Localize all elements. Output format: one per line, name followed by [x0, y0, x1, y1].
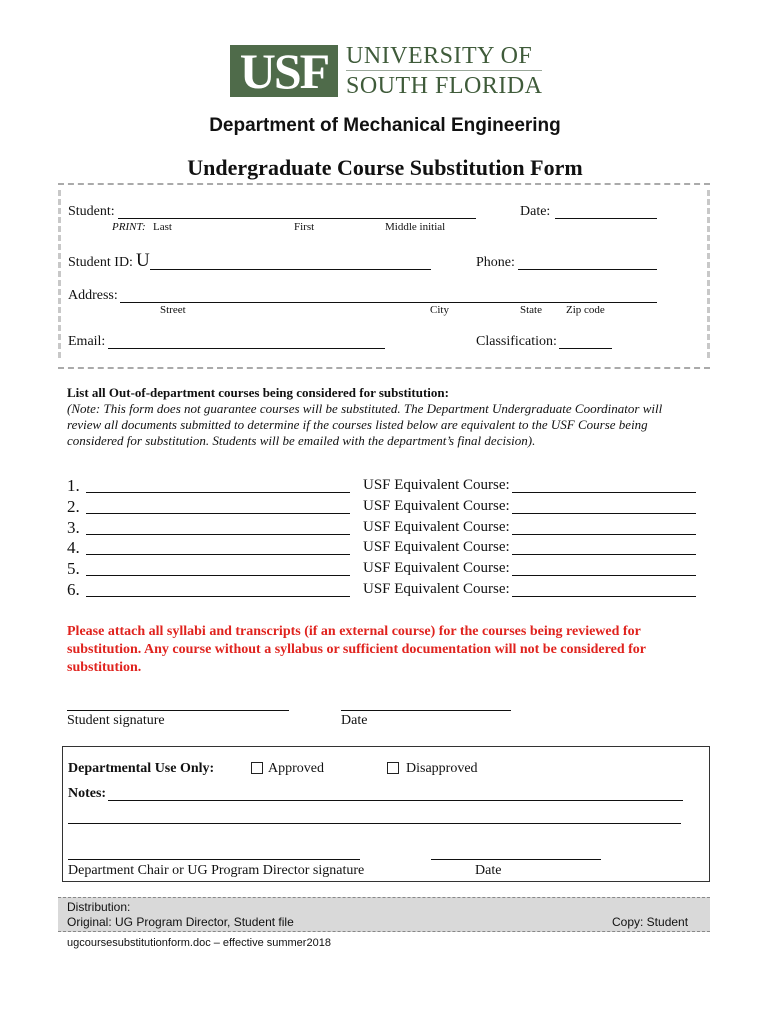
- logo-south-florida: SOUTH FLORIDA: [346, 73, 543, 99]
- classification-label: Classification:: [476, 334, 557, 349]
- equiv-label-1: USF Equivalent Course:: [363, 477, 510, 493]
- notes-field-line-1[interactable]: [108, 786, 683, 801]
- zip-code-label: Zip code: [566, 304, 605, 316]
- classification-field[interactable]: [559, 334, 612, 349]
- equiv-field-4[interactable]: [512, 540, 696, 555]
- student-signature-field[interactable]: [67, 696, 289, 711]
- notes-field-line-2[interactable]: [68, 809, 681, 824]
- course-field-4[interactable]: [86, 540, 350, 555]
- notes-label: Notes:: [68, 786, 107, 801]
- document-footer: ugcoursesubstitutionform.doc – effective summer2018: [67, 937, 331, 949]
- print-label: PRINT:: [112, 221, 146, 233]
- chair-signature-label: Department Chair or UG Program Director signature: [68, 863, 365, 878]
- distribution-copy: Copy: Student: [612, 915, 689, 929]
- last-label: Last: [153, 221, 172, 233]
- date-label: Date:: [520, 204, 551, 219]
- equiv-field-3[interactable]: [512, 520, 696, 535]
- equiv-field-2[interactable]: [512, 499, 696, 514]
- logo-university-of: UNIVERSITY OF: [346, 43, 533, 69]
- disapproved-checkbox[interactable]: [387, 761, 399, 779]
- address-field[interactable]: [120, 288, 657, 303]
- course-number-5: 5.: [67, 559, 80, 578]
- equiv-field-1[interactable]: [512, 478, 696, 493]
- chair-date-field[interactable]: [431, 845, 601, 860]
- box-left-border: [58, 190, 64, 358]
- instructions-heading: List all Out-of-department courses being considered for substitution:: [67, 385, 449, 400]
- logo-divider: [346, 70, 542, 71]
- disapproved-label: Disapproved: [406, 761, 478, 776]
- course-field-1[interactable]: [86, 478, 350, 493]
- first-label: First: [294, 221, 315, 233]
- email-label: Email:: [68, 334, 106, 349]
- course-field-5[interactable]: [86, 561, 350, 576]
- disapproved-checkbox-icon: [387, 762, 399, 774]
- equiv-label-5: USF Equivalent Course:: [363, 560, 510, 576]
- date-field[interactable]: [555, 204, 657, 219]
- approved-checkbox[interactable]: [251, 761, 263, 779]
- equiv-label-4: USF Equivalent Course:: [363, 539, 510, 555]
- street-label: Street: [160, 304, 186, 316]
- signature-date-label: Date: [341, 713, 368, 728]
- course-field-3[interactable]: [86, 520, 350, 535]
- phone-field[interactable]: [518, 255, 657, 270]
- instructions: [67, 385, 687, 449]
- email-field[interactable]: [108, 334, 385, 349]
- instructions-note: (Note: This form does not guarantee courses will be substituted. The Department Undergraduate Coordinator will review all documents submitted to determine if the courses listed below are equivalent to the USF Course being considered for substitution. Students will be emailed with the department’s final decision).: [67, 401, 663, 448]
- distribution-label: Distribution:: [67, 900, 131, 914]
- chair-signature-field[interactable]: [68, 845, 360, 860]
- student-id-field[interactable]: [150, 255, 431, 270]
- course-field-2[interactable]: [86, 499, 350, 514]
- state-label: State: [520, 304, 542, 316]
- course-field-6[interactable]: [86, 582, 350, 597]
- course-number-2: 2.: [67, 497, 80, 516]
- signature-date-field[interactable]: [341, 696, 511, 711]
- equiv-field-6[interactable]: [512, 582, 696, 597]
- student-name-field[interactable]: [118, 204, 476, 219]
- equiv-label-6: USF Equivalent Course:: [363, 581, 510, 597]
- distribution-original: Original: UG Program Director, Student file: [67, 915, 294, 929]
- attachment-warning: Please attach all syllabi and transcripts (if an external course) for the courses being reviewed for substitution. Any course without a syllabus or sufficient documentation will not be considered for substitution.: [67, 624, 646, 675]
- approved-label: Approved: [268, 761, 324, 776]
- student-label: Student:: [68, 204, 115, 219]
- course-number-3: 3.: [67, 518, 80, 537]
- address-label: Address:: [68, 288, 118, 303]
- middle-initial-label: Middle initial: [385, 221, 446, 233]
- equiv-field-5[interactable]: [512, 561, 696, 576]
- equiv-label-2: USF Equivalent Course:: [363, 498, 510, 514]
- departmental-use-label: Departmental Use Only:: [68, 761, 215, 776]
- approved-checkbox-icon: [251, 762, 263, 774]
- student-id-prefix: U: [136, 250, 150, 271]
- box-right-border: [707, 190, 713, 358]
- department-heading: Department of Mechanical Engineering: [209, 115, 561, 136]
- usf-logo-mark: USF: [230, 45, 338, 97]
- phone-label: Phone:: [476, 255, 515, 270]
- equiv-label-3: USF Equivalent Course:: [363, 519, 510, 535]
- student-signature-label: Student signature: [67, 713, 165, 728]
- course-number-6: 6.: [67, 580, 80, 599]
- form-title: Undergraduate Course Substitution Form: [187, 155, 583, 180]
- city-label: City: [430, 304, 449, 316]
- student-id-label: Student ID:: [68, 255, 133, 270]
- course-number-4: 4.: [67, 538, 80, 557]
- chair-date-label: Date: [475, 863, 502, 878]
- course-number-1: 1.: [67, 476, 80, 495]
